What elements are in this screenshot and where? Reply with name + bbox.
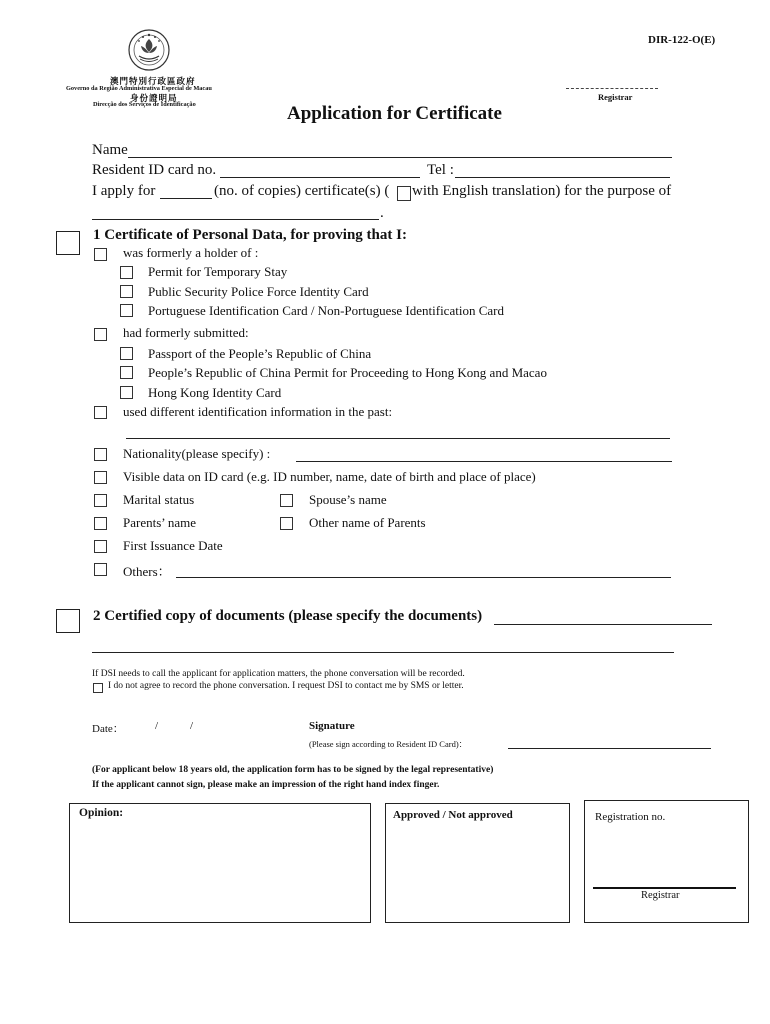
nationality-field[interactable] (296, 461, 672, 462)
holder-checkbox[interactable] (94, 248, 107, 261)
resident-id-field[interactable] (220, 177, 420, 178)
tel-field[interactable] (455, 177, 670, 178)
name-field[interactable] (128, 157, 672, 158)
registrar-label: Registrar (641, 890, 680, 901)
form-code: DIR-122-O(E) (648, 34, 716, 46)
name-label: Name (92, 142, 128, 158)
registrar-header-label: Registrar (598, 92, 633, 102)
apply-text-2: (no. of copies) certificate(s) ( (214, 183, 390, 199)
police-id-checkbox[interactable] (120, 285, 133, 298)
temporary-stay-label: Permit for Temporary Stay (148, 264, 288, 279)
marital-label: Marital status (123, 492, 195, 507)
copies-field[interactable] (160, 198, 212, 199)
opinion-label: Opinion: (79, 807, 124, 819)
purpose-field[interactable] (92, 219, 379, 220)
different-info-checkbox[interactable] (94, 406, 107, 419)
other-parents-checkbox[interactable] (280, 517, 293, 530)
page-title: Application for Certificate (287, 103, 502, 124)
approval-label: Approved / Not approved (393, 809, 513, 821)
different-info-field[interactable] (126, 438, 670, 439)
signature-note: (Please sign according to Resident ID Card)： (309, 739, 468, 749)
dept-chinese: 身份證明局 (130, 93, 178, 103)
dept-portuguese: Direcção dos Serviços de Identificação (93, 101, 196, 108)
others-label: Others： (123, 564, 171, 579)
portuguese-id-label: Portuguese Identification Card / Non-Portuguese Identification Card (148, 303, 504, 318)
date-slash-1: / (155, 720, 159, 732)
section2-field-2[interactable] (92, 652, 674, 653)
holder-label: was formerly a holder of : (123, 245, 259, 260)
date-slash-2: / (190, 720, 194, 732)
gov-chinese: 澳門特別行政區政府 (110, 76, 196, 86)
parents-checkbox[interactable] (94, 517, 107, 530)
parents-label: Parents’ name (123, 515, 197, 530)
registrar-sign-line (566, 88, 658, 89)
signature-field[interactable] (508, 748, 711, 749)
english-translation-checkbox[interactable] (397, 186, 411, 201)
hk-id-checkbox[interactable] (120, 386, 133, 399)
prc-permit-checkbox[interactable] (120, 366, 133, 379)
police-id-label: Public Security Police Force Identity Card (148, 284, 369, 299)
first-issuance-checkbox[interactable] (94, 540, 107, 553)
visible-data-checkbox[interactable] (94, 471, 107, 484)
others-checkbox[interactable] (94, 563, 107, 576)
other-parents-label: Other name of Parents (309, 515, 426, 530)
section2-title: 2 Certified copy of documents (please specify the documents) (93, 608, 483, 624)
no-recording-label: I do not agree to record the phone conversation. I request DSI to contact me by SMS or letter. (108, 681, 464, 691)
tel-label: Tel : (427, 162, 454, 178)
purpose-end: . (380, 205, 384, 221)
section2-field[interactable] (494, 624, 712, 625)
nationality-label: Nationality(please specify) : (123, 446, 271, 461)
macau-emblem-icon (124, 26, 174, 74)
section2-checkbox[interactable] (56, 609, 80, 633)
resident-id-label: Resident ID card no. (92, 162, 217, 178)
opinion-box (69, 803, 371, 923)
registration-label: Registration no. (595, 811, 666, 823)
date-label: Date： (92, 723, 124, 735)
others-field[interactable] (176, 577, 671, 578)
hk-id-label: Hong Kong Identity Card (148, 385, 282, 400)
apply-text-1: I apply for (92, 183, 156, 199)
prc-permit-label: People’s Republic of China Permit for Proceeding to Hong Kong and Macao (148, 365, 547, 380)
spouse-label: Spouse’s name (309, 492, 387, 507)
section1-title: 1 Certificate of Personal Data, for proving that I: (93, 227, 407, 243)
gov-portuguese: Governo da Região Administrativa Especial de Macau (66, 85, 212, 92)
section1-checkbox[interactable] (56, 231, 80, 255)
minor-note: (For applicant below 18 years old, the application form has to be signed by the legal representative) (92, 765, 494, 775)
different-info-label: used different identification information in the past: (123, 404, 393, 419)
visible-data-label: Visible data on ID card (e.g. ID number, name, date of birth and place of place) (123, 469, 536, 484)
registration-box (584, 800, 749, 923)
fingerprint-note: If the applicant cannot sign, please make an impression of the right hand index finger. (92, 780, 440, 790)
submitted-label: had formerly submitted: (123, 325, 249, 340)
signature-label: Signature (309, 720, 355, 732)
submitted-checkbox[interactable] (94, 328, 107, 341)
approval-box (385, 803, 570, 923)
apply-text-3: with English translation) for the purpose of (412, 183, 672, 199)
prc-passport-label: Passport of the People’s Republic of China (148, 346, 372, 361)
registrar-sign-line-box (593, 887, 736, 889)
spouse-checkbox[interactable] (280, 494, 293, 507)
first-issuance-label: First Issuance Date (123, 538, 223, 553)
marital-checkbox[interactable] (94, 494, 107, 507)
prc-passport-checkbox[interactable] (120, 347, 133, 360)
nationality-checkbox[interactable] (94, 448, 107, 461)
no-recording-checkbox[interactable] (93, 683, 103, 693)
portuguese-id-checkbox[interactable] (120, 304, 133, 317)
recording-notice: If DSI needs to call the applicant for application matters, the phone conversation will be recorded. (92, 669, 465, 679)
temporary-stay-checkbox[interactable] (120, 266, 133, 279)
